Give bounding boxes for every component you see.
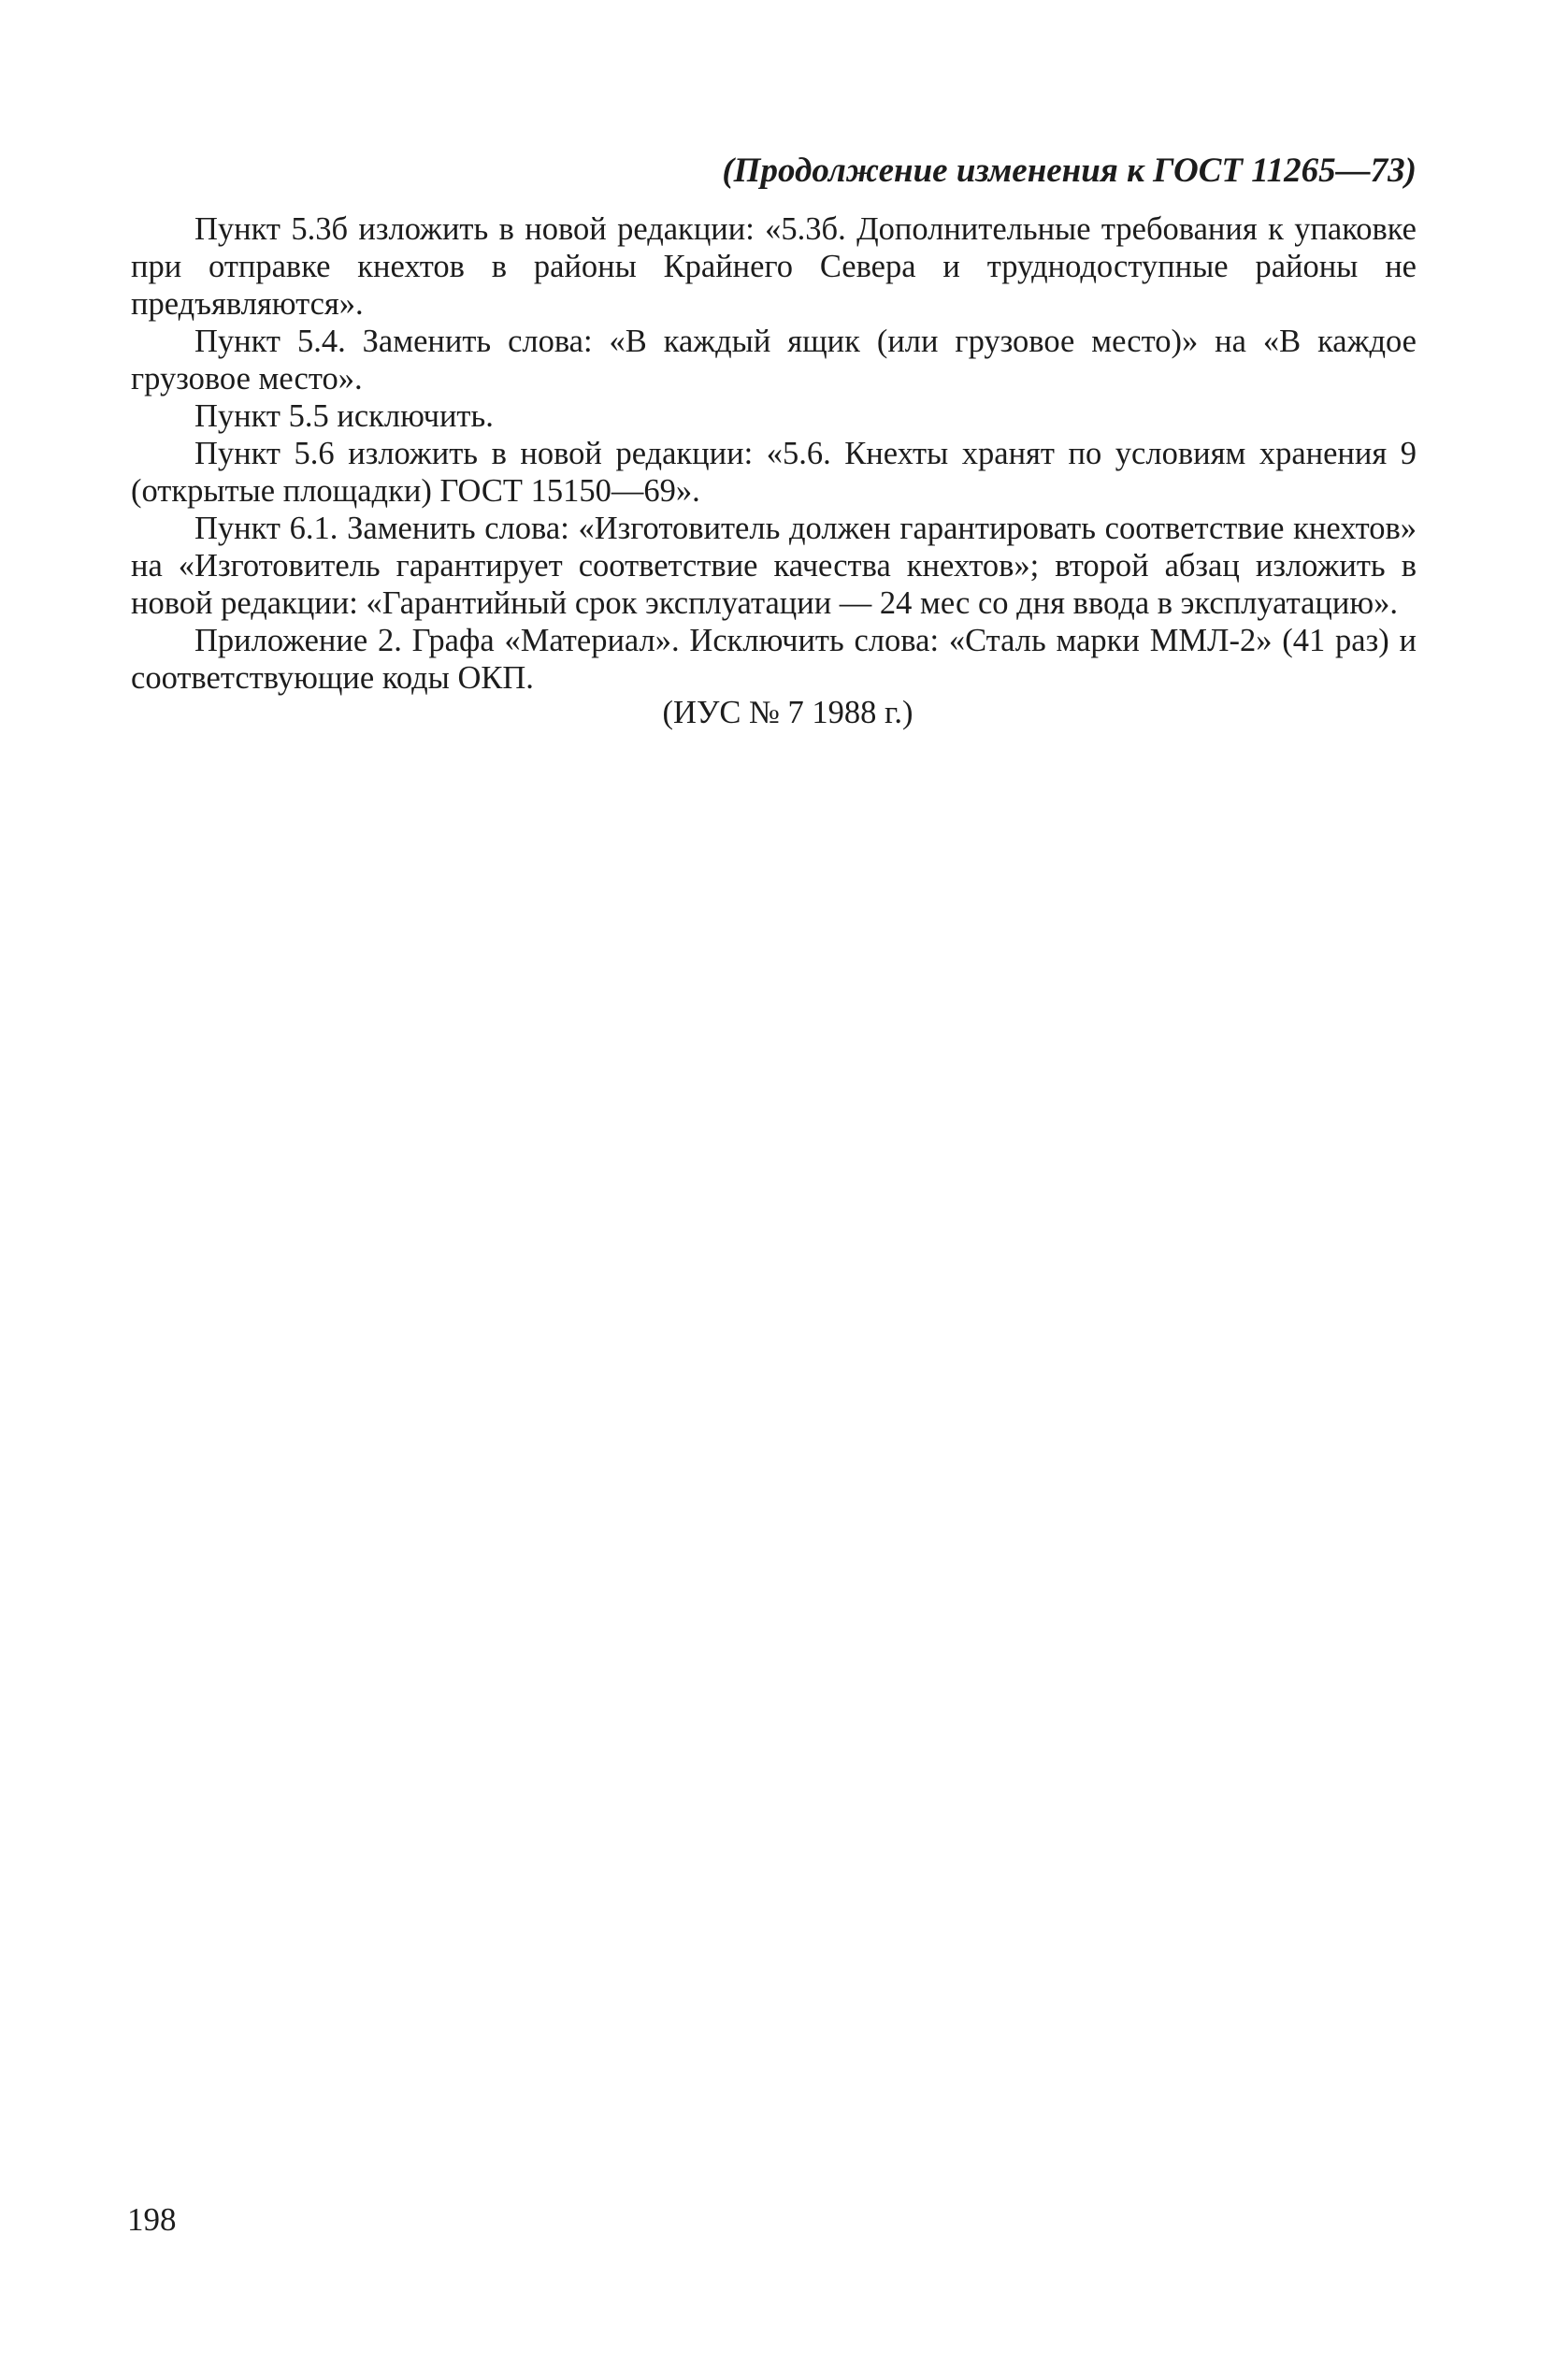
- running-header: (Продолжение изменения к ГОСТ 11265—73): [722, 151, 1417, 190]
- paragraph-item-6-1: Пункт 6.1. Заменить слова: «Изготовитель должен гарантировать соответствие кнехтов» на «Изготовитель гарантирует соответствие качества кнехтов»; второй абзац изложить в новой редакции: «Гарантийный срок эксплуатации — 24 мес со дня ввода в эксплуатацию».: [131, 511, 1417, 621]
- page-number: 198: [127, 2201, 177, 2238]
- paragraph-item-5-4: Пункт 5.4. Заменить слова: «В каждый ящик (или грузовое место)» на «В каждое грузовое место».: [131, 324, 1417, 396]
- amendment-text: [131, 210, 1417, 697]
- paragraph-item-5-6: Пункт 5.6 изложить в новой редакции: «5.6. Кнехты хранят по условиям хранения 9 (открытые площадки) ГОСТ 15150—69».: [131, 436, 1417, 509]
- source-citation: (ИУС № 7 1988 г.): [662, 695, 913, 730]
- paragraph-appendix-2: Приложение 2. Графа «Материал». Исключить слова: «Сталь марки ММЛ-2» (41 раз) и соответствующие коды ОКП.: [131, 623, 1417, 696]
- paragraph-item-5-5: Пункт 5.5 исключить.: [194, 398, 494, 434]
- paragraph-item-5-3b: Пункт 5.3б изложить в новой редакции: «5.3б. Дополнительные требования к упаковке при отправке кнехтов в районы Крайнего Севера и труднодоступные районы не предъявляются».: [131, 211, 1417, 322]
